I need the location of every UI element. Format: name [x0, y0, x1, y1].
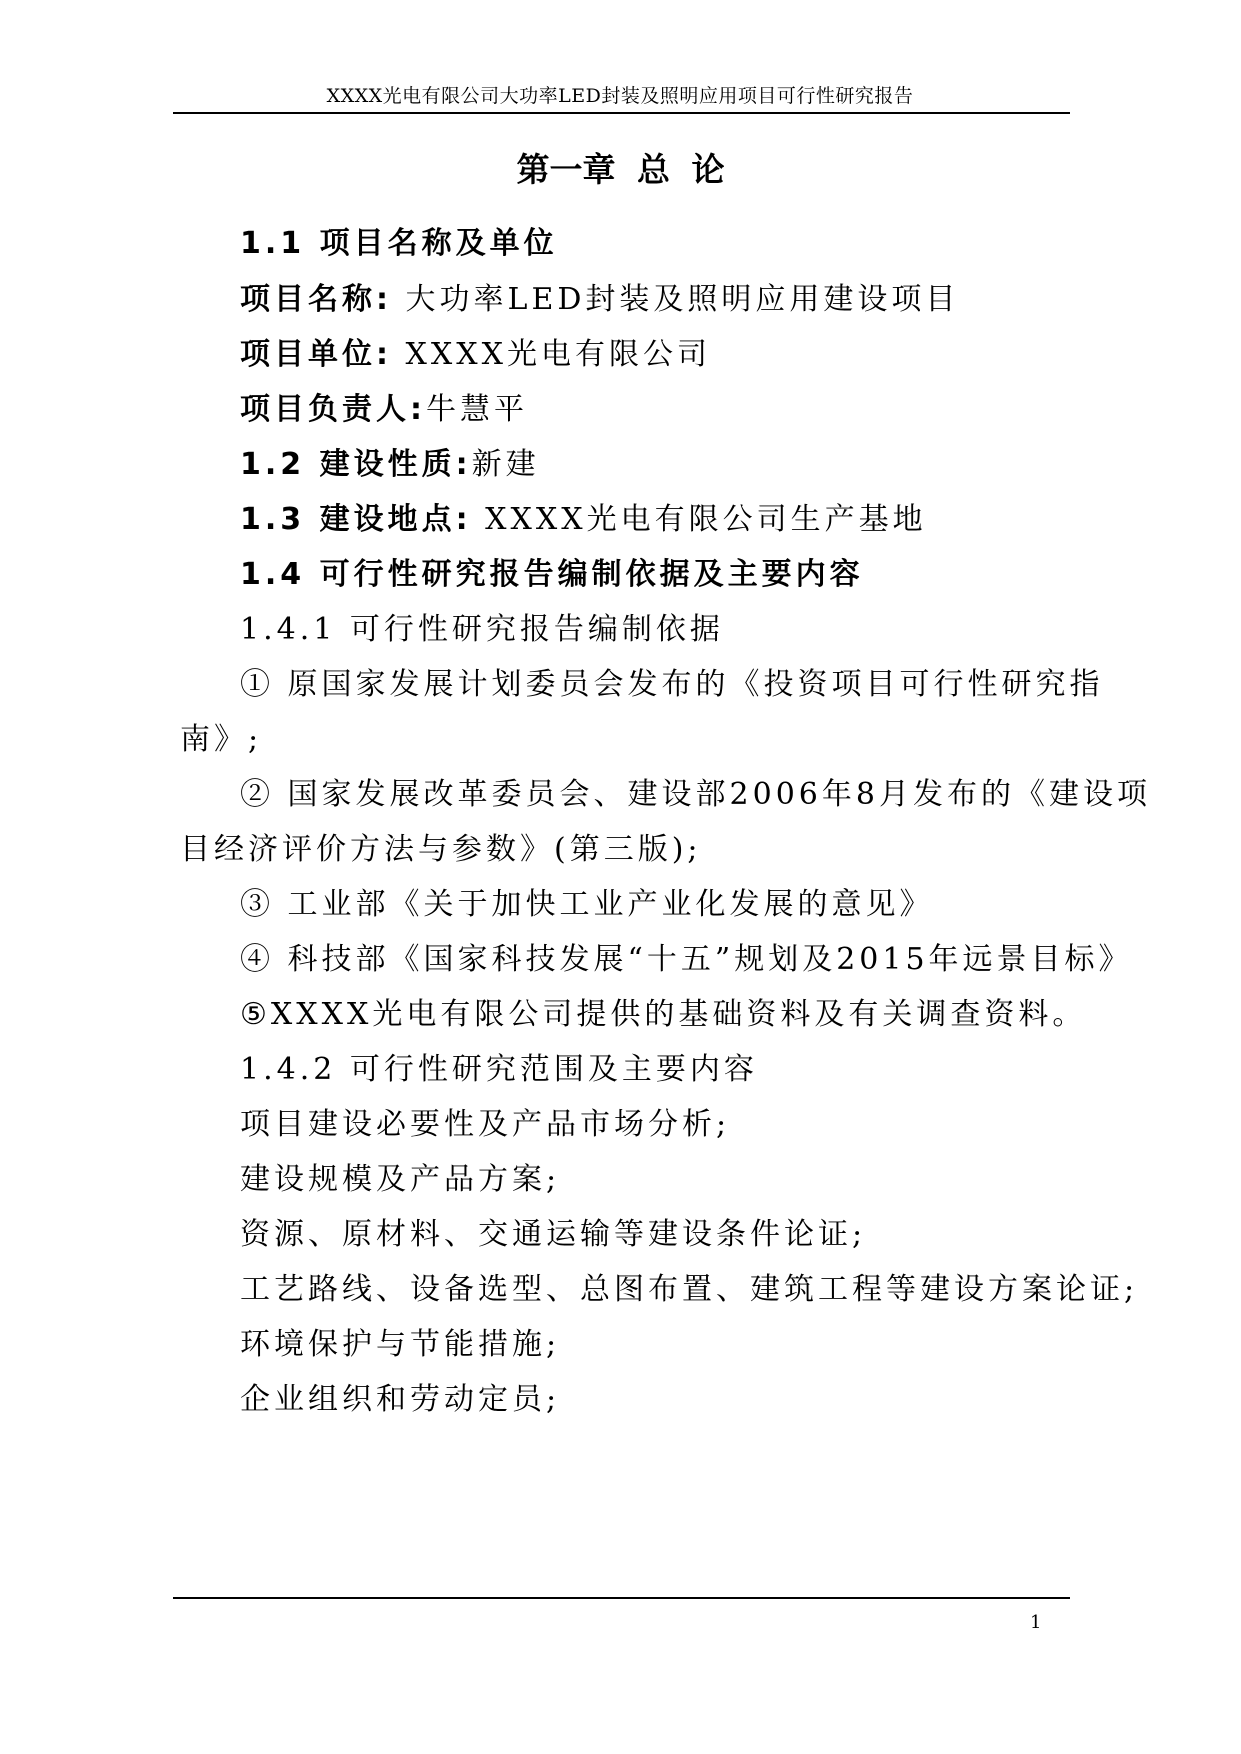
subsection-heading-1-4-2: 1.4.2 可行性研究范围及主要内容 — [240, 1052, 758, 1087]
basis-item-2: ② 国家发展改革委员会、建设部2006年8月发布的《建设项 — [240, 777, 1151, 812]
section-heading-1-1: 1.1 项目名称及单位 — [240, 226, 558, 261]
basis-item-3: ③ 工业部《关于加快工业产业化发展的意见》 — [240, 887, 934, 922]
project-unit-value: XXXX光电有限公司 — [405, 337, 711, 372]
project-leader-line — [240, 390, 1090, 430]
basis-item-5: ⑤XXXX光电有限公司提供的基础资料及有关调查资料。 — [240, 997, 1087, 1032]
project-name-value: 大功率LED封装及照明应用建设项目 — [405, 282, 960, 317]
project-name-line — [240, 280, 1090, 320]
section-heading-1-3: 1.3 建设地点: — [240, 502, 472, 537]
footer-divider — [173, 1597, 1070, 1599]
project-leader-value: 牛慧平 — [426, 392, 528, 427]
basis-item-2-continued: 目经济评价方法与参数》(第三版); — [180, 832, 702, 867]
scope-item-2: 建设规模及产品方案; — [240, 1162, 561, 1197]
project-unit-label: 项目单位: — [240, 337, 392, 372]
basis-item-1: ① 原国家发展计划委员会发布的《投资项目可行性研究指 — [240, 667, 1104, 702]
basis-item-4: ④ 科技部《国家科技发展“十五”规划及2015年远景目标》 — [240, 942, 1133, 977]
running-header: XXXX光电有限公司大功率LED封装及照明应用项目可行性研究报告 — [326, 85, 914, 107]
section-heading-1-2: 1.2 建设性质: — [240, 447, 472, 482]
scope-item-5: 环境保护与节能措施; — [240, 1327, 561, 1362]
construction-nature-line — [240, 445, 1090, 485]
subsection-heading-1-4-1: 1.4.1 可行性研究报告编制依据 — [240, 612, 724, 647]
scope-item-3: 资源、原材料、交通运输等建设条件论证; — [240, 1217, 867, 1252]
project-name-label: 项目名称: — [240, 282, 392, 317]
construction-nature-value: 新建 — [471, 447, 540, 482]
basis-item-1-continued: 南》; — [180, 722, 263, 757]
project-leader-label: 项目负责人: — [240, 392, 426, 427]
page-number: 1 — [1030, 1612, 1042, 1633]
project-unit-line — [240, 335, 1090, 375]
construction-site-line — [240, 500, 1090, 540]
scope-item-1: 项目建设必要性及产品市场分析; — [240, 1107, 731, 1142]
section-heading-1-4: 1.4 可行性研究报告编制依据及主要内容 — [240, 557, 864, 592]
scope-item-6: 企业组织和劳动定员; — [240, 1382, 561, 1417]
scope-item-4: 工艺路线、设备选型、总图布置、建筑工程等建设方案论证; — [240, 1272, 1139, 1307]
header-divider — [173, 112, 1070, 114]
chapter-title: 第一章 总 论 — [516, 150, 725, 189]
construction-site-value: XXXX光电有限公司生产基地 — [485, 502, 927, 537]
